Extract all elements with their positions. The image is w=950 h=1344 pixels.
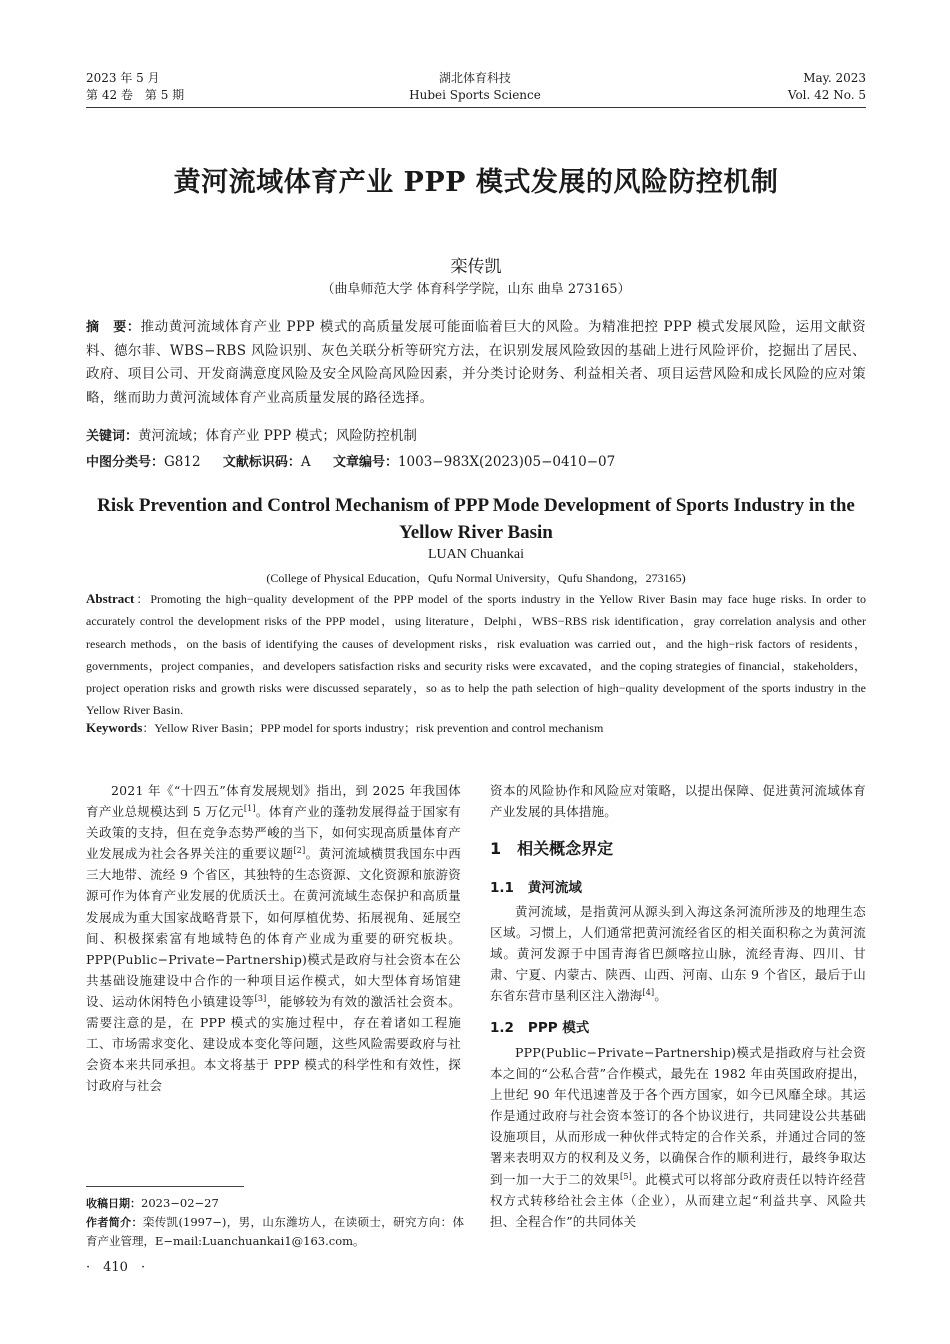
subsection-text — [490, 901, 866, 1006]
footnote — [86, 1194, 464, 1251]
header-volume-en: Vol. 42 No. 5 — [787, 88, 866, 102]
intro-continuation — [490, 780, 866, 822]
section-title: 相关概念界定 — [517, 839, 614, 858]
journal-name-cn: 湖北体育科技 — [438, 71, 511, 85]
subsection-title: 黄河流域 — [527, 880, 582, 896]
abstract-label-cn: 摘 要： — [86, 320, 141, 335]
received-label: 收稿日期： — [86, 1197, 141, 1210]
intro-paragraph — [86, 780, 461, 1096]
citation-ref: [5] — [620, 1171, 632, 1181]
abstract-cn — [86, 316, 866, 410]
abstract-en — [86, 588, 866, 722]
keywords-text-cn: 黄河流域；体育产业 PPP 模式；风险防控机制 — [138, 428, 417, 444]
intro-text-part: ，能够较为有效的激活社会资本。需要注意的是，在 PPP 模式的实施过程中，存在着诸如工程施工、市场需求变化、建设成本变化等问题，这些风险需要政府与社会资本来共同承担。本文将基于 PPP 模式的科学性和有效性，探讨政府与社会 — [86, 993, 461, 1094]
subsection-number: 1.2 — [490, 1020, 514, 1036]
citation-ref: [3] — [254, 993, 267, 1003]
header-date: 2023 年 5 月 — [86, 71, 160, 85]
clc-code: G812 — [164, 454, 201, 470]
article-no-label: 文章编号： — [332, 455, 398, 470]
intro-text — [86, 780, 461, 1096]
subsection-1-1-paragraph — [490, 901, 866, 1006]
abstract-label-en: Abstract — [86, 591, 135, 606]
subsection-title: PPP 模式 — [527, 1020, 590, 1036]
keywords-label-cn: 关键词： — [86, 429, 139, 444]
citation-ref: [1] — [243, 803, 256, 813]
intro-text-part: 。黄河流域横贯我国东中西三大地带、流经 9 个省区，其独特的生态资源、文化资源和旅游资源可作为体育产业发展的优质沃土。在黄河流域生态保护和高质量发展成为重大国家战略背景下，如何厚植优势、拓展视角、延展空间、积极探索富有地域特色的体育产业成为重要的研究板块。PPP(Public−Private−Partnership)模式是政府与社会资本在公共基础设施建设中合作的一种项目运作模式，如大型体育场馆建设、运动休闲特色小镇建设等 — [86, 846, 462, 1009]
abstract-text-en: ：Promoting the high−quality development of the PPP model of the sports industry in the Yellow River Basin may face huge risks. In order to accurately control the development risks of the PPP model，using literature，Delphi，WBS−RBS risk identification，gray correlation analysis and other research methods，on the basis of identifying the causes of development risks，risk evaluation was carried out，and the high−risk factors of residents，governments，project companies，and developers satisfaction risks and security risks were excavated，and the coping strategies of financial，stakeholders，project operation risks and growth risks were discussed separately，so as to help the path selection of high−quality development of the sports industry in the Yellow River Basin. — [86, 592, 866, 718]
author-bio-text: 栾传凯(1997−)，男，山东潍坊人，在读硕士，研究方向：体育产业管理，E−mail:Luanchuankai1@163.com。 — [86, 1215, 465, 1248]
keywords-text-en: ：Yellow River Basin；PPP model for sports industry；risk prevention and control mechanism — [142, 721, 604, 735]
author-bio-label: 作者简介： — [86, 1216, 143, 1229]
header-volume: 第 42 卷 第 5 期 — [86, 88, 185, 102]
journal-name — [330, 70, 620, 104]
keywords-label-en: Keywords — [86, 720, 143, 735]
affiliation-cn: （曲阜师范大学 体育科学学院，山东 曲阜 273165） — [321, 282, 631, 297]
journal-date-issue-en — [788, 70, 866, 104]
article-title-en: Risk Prevention and Control Mechanism of PPP Mode Development of Sports Industry in the Yellow River Basin — [97, 495, 855, 543]
section-number: 1 — [490, 839, 502, 858]
citation-ref: [2] — [293, 846, 306, 856]
journal-name-en: Hubei Sports Science — [409, 88, 541, 102]
subsection-1-2-paragraph — [490, 1042, 866, 1232]
subsection-text-part: 黄河流域，是指黄河从源头到入海这条河流所涉及的地理生态区域。习惯上，人们通常把黄河流经省区的相关面积称之为黄河流域。黄河发源于中国青海省巴颜喀拉山脉，流经青海、四川、甘肃、宁夏、内蒙古、陕西、山西、河南、山东 9 个省区，最后于山东省东营市垦利区注入渤海 — [490, 904, 866, 1004]
page-number-value: 410 — [103, 1260, 128, 1275]
keywords-en — [86, 719, 866, 736]
journal-date-issue — [86, 70, 184, 104]
subsection-text — [490, 1042, 866, 1232]
section-heading-1 — [490, 836, 613, 859]
article-no: 1003−983X(2023)05−0410−07 — [397, 454, 616, 470]
intro-text-continued: 资本的风险协作和风险应对策略，以提出保障、促进黄河流域体育产业发展的具体措施。 — [490, 783, 866, 820]
citation-ref: [4] — [642, 988, 655, 998]
received-date — [86, 1194, 464, 1213]
intro-text-part: 2021 年《“十四五”体育发展规划》指出，到 2025 年我国体育产业总规模达到 5 万亿元 — [86, 783, 461, 820]
affiliation-en: (College of Physical Education，Qufu Normal University，Qufu Shandong，273165) — [266, 571, 686, 585]
subsection-number: 1.1 — [490, 880, 514, 896]
clc-label: 中图分类号： — [86, 455, 165, 470]
author-name-en: LUAN Chuankai — [427, 547, 525, 562]
author-bio — [86, 1213, 464, 1251]
keywords-cn — [86, 424, 866, 444]
subsection-text-part: 。此模式可以将部分政府责任以特许经营权方式转移给社会主体（企业），从而建立起“利益共享、风险共担、全程合作”的共同体关 — [490, 1171, 866, 1229]
page-number: · 410 · — [86, 1260, 146, 1275]
abstract-text-cn: 推动黄河流域体育产业 PPP 模式的高质量发展可能面临着巨大的风险。为精准把控 PPP 模式发展风险，运用文献资料、德尔菲、WBS−RBS 风险识别、灰色关联分析等研究方法，在识别发展风险致因的基础上进行风险评价，挖掘出了居民、政府、项目公司、开发商满意度风险及安全风险高风险因素，并分类讨论财务、利益相关者、项目运营风险和成长风险的应对策略，继而助力黄河流域体育产业高质量发展的路径选择。 — [86, 319, 866, 406]
subsection-text-part: 。 — [654, 988, 668, 1004]
subsection-text-part: PPP(Public−Private−Partnership)模式是指政府与社会资本之间的“公私合营”合作模式，最先在 1982 年由英国政府提出，上世纪 90 年代迅速普及于各个西方国家，如今已风靡全球。其运作是通过政府与社会资本签订的各个协议进行，共同建设公共基础设施项目，从而形成一种伙伴式特定的合作关系，并通过合同的签署来表明双方的权利及义务，以确保合作的顺利进行，最终争取达到一加一大于二的效果 — [490, 1045, 866, 1187]
received-value: 2023−02−27 — [141, 1196, 219, 1210]
header-divider — [86, 107, 866, 108]
doc-code: A — [300, 454, 311, 470]
classification-line — [86, 451, 866, 470]
doc-code-label: 文献标识码： — [222, 455, 301, 470]
header-date-en: May. 2023 — [803, 71, 866, 85]
author-name-cn: 栾传凯 — [450, 257, 502, 277]
article-title-cn: 黄河流域体育产业 PPP 模式发展的风险防控机制 — [173, 167, 779, 198]
footnote-divider — [86, 1186, 244, 1187]
subsection-heading-1-2 — [490, 1016, 589, 1036]
intro-text-part: 。体育产业的蓬勃发展得益于国家有关政策的支持，但在竞争态势严峻的当下，如何实现高质量体育产业发展成为社会各界关注的重要议题 — [86, 804, 461, 862]
subsection-heading-1-1 — [490, 876, 582, 896]
